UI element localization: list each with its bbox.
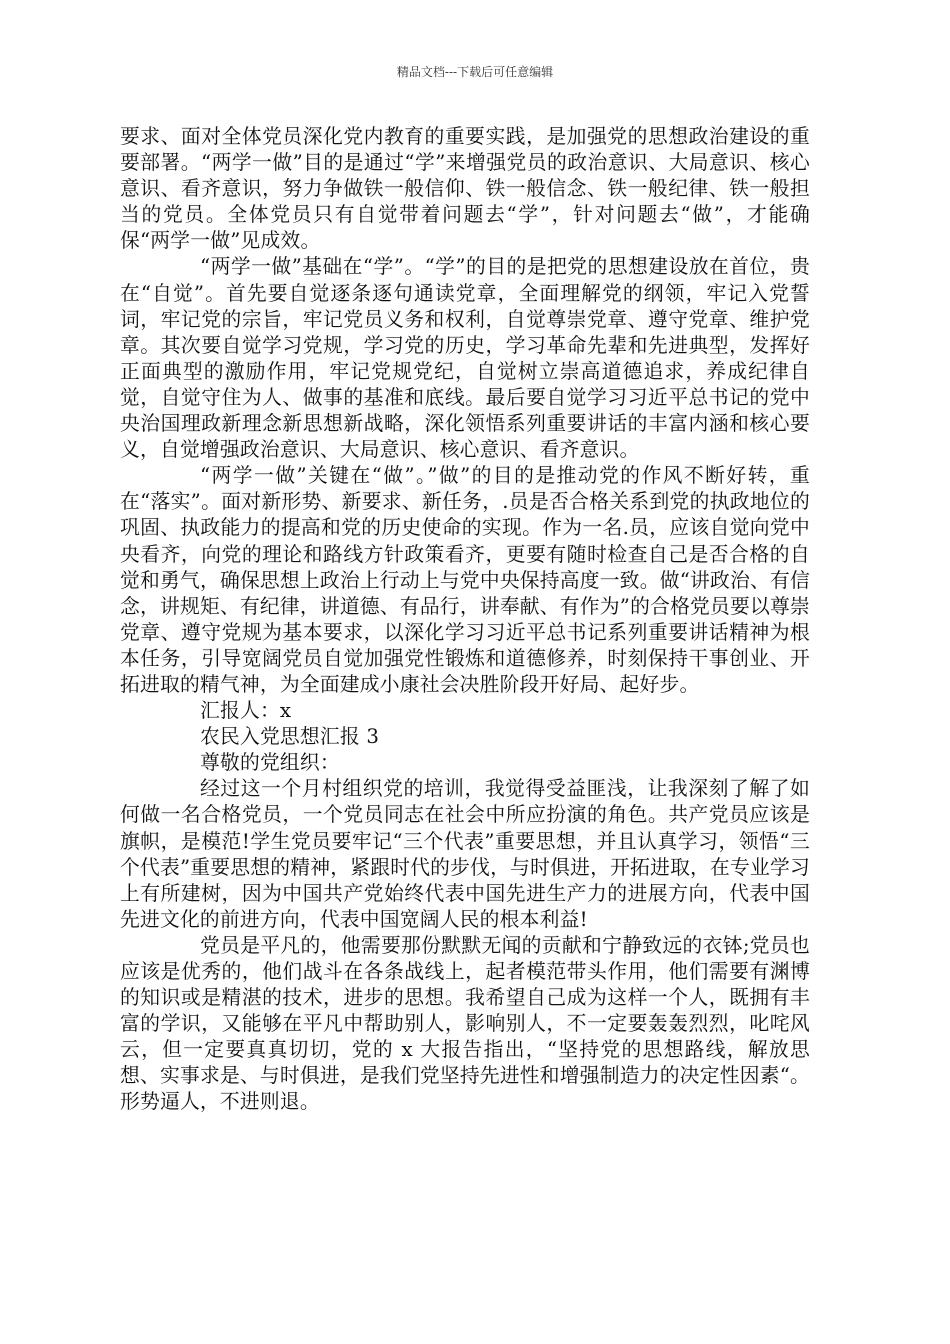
section-title: 农民入党思想汇报 3 (200, 725, 380, 749)
document-body (120, 124, 810, 1116)
paragraph-action-key: “两学一做”关键在“做”。”做”的目的是推动党的作风不断好转，重在“落实”。面对新形势、新要求、新任务，.员是否合格关系到党的执政地位的巩固、执政能力的提高和党的历史使命的实现。作为一名.员，应该自觉向党中央看齐，向党的理论和路线方针政策看齐，更要有随时检查自己是否合格的自觉和勇气，确保思想上政治上行动上与党中央保持高度一致。做“讲政治、有信念，讲规矩、有纪律，讲道德、有品行，讲奉献、有作为”的合格党员要以尊崇党章、遵守党规为基本要求，以深化学习习近平总书记系列重要讲话精神为根本任务，引导宽阔党员自觉加强党性锻炼和道德修养，时刻保持干事创业、开拓进取的精气神，为全面建成小康社会决胜阶段开好局、起好步。 (120, 464, 810, 696)
paragraph-training: 经过这一个月村组织党的培训，我觉得受益匪浅，让我深刻了解了如何做一名合格党员，一个党员同志在社会中所应扮演的角色。共产党员应该是旗帜，是模范!学生党员要牢记“三个代表”重要思想，并且认真学习，领悟“三个代表”重要思想的精神，紧跟时代的步伐，与时俱进，开拓进取，在专业学习上有所建树，因为中国共产党始终代表中国先进生产力的进展方向，代表中国先进文化的前进方向，代表中国宽阔人民的根本利益! (120, 777, 810, 931)
page-header: 精品文档---下载后可任意编辑 (396, 65, 554, 79)
salutation: 尊敬的党组织： (200, 751, 340, 775)
reporter-line: 汇报人：x (200, 699, 292, 723)
paragraph-ordinary-member: 党员是平凡的，他需要那份默默无闻的贡献和宁静致远的衣钵;党员也应该是优秀的，他们战斗在各条战线上，起者模范带头作用，他们需要有渊博的知识或是精湛的技术，进步的思想。我希望自己成为这样一个人，既拥有丰富的学识，又能够在平凡中帮助别人，影响别人，不一定要轰轰烈烈，叱咤风云，但一定要真真切切，党的 x 大报告指出，“坚持党的思想路线，解放思想、实事求是、与时俱进，是我们党坚持先进性和增强制造力的决定性因素“。形势逼人，不进则退。 (120, 933, 810, 1114)
paragraph-continuation: 要求、面对全体党员深化党内教育的重要实践，是加强党的思想政治建设的重要部署。“两学一做”目的是通过“学”来增强党员的政治意识、大局意识、核心意识、看齐意识，努力争做铁一般信仰、铁一般信念、铁一般纪律、铁一般担当的党员。全体党员只有自觉带着问题去“学”，针对问题去“做”，才能确保“两学一做”见成效。 (120, 125, 810, 253)
paragraph-study-foundation: “两学一做”基础在“学”。“学”的目的是把党的思想建设放在首位，贵在“自觉”。首先要自觉逐条逐句通读党章，全面理解党的纲领，牢记入党誓词，牢记党的宗旨，牢记党员义务和权利，自觉尊崇党章、遵守党章、维护党章。其次要自觉学习党规，学习党的历史，学习革命先辈和先进典型，发挥好正面典型的激励作用，牢记党规党纪，自觉树立崇高道德追求，养成纪律自觉，自觉守住为人、做事的基准和底线。最后要自觉学习习近平总书记的党中央治国理政新理念新思想新战略，深化领悟系列重要讲话的丰富内涵和核心要义，自觉增强政治意识、大局意识、核心意识、看齐意识。 (120, 255, 810, 462)
